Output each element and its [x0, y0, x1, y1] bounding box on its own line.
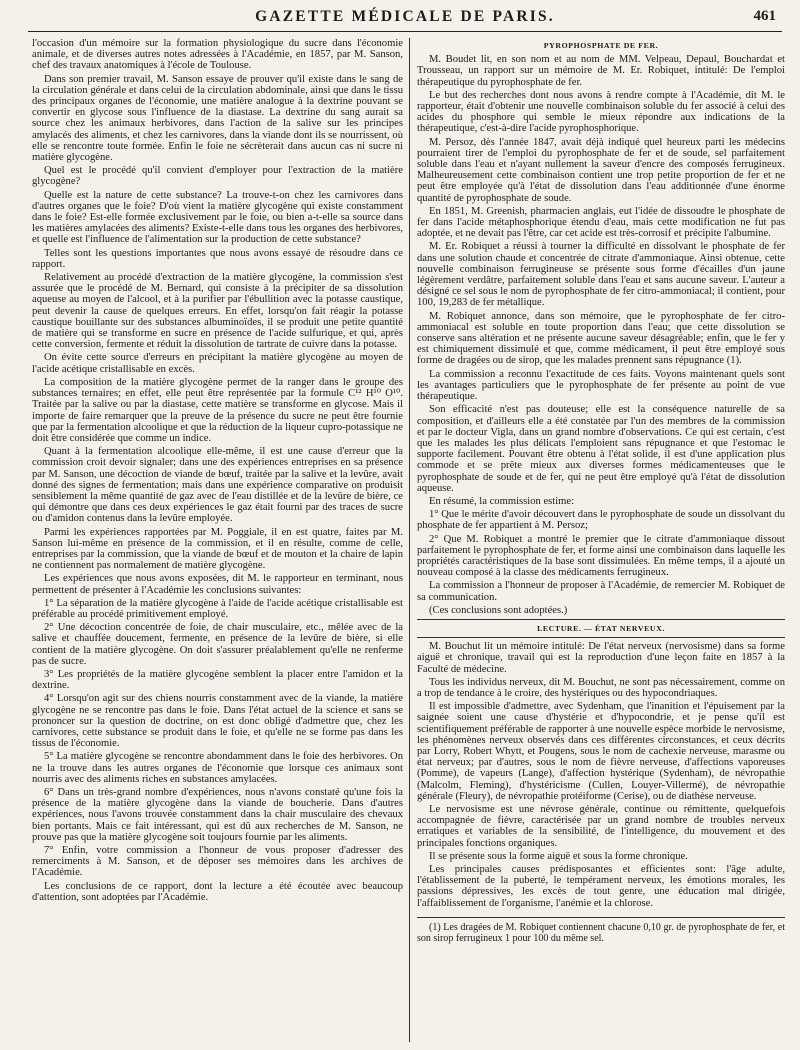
paragraph: Parmi les expériences rapportées par M. Poggiale, il en est quatre, faites par M. Sanson lui-même en présence de la commission, et il en résulte, comme de celle, entreprises par la commission, que la viande de bœuf et de mouton et la chaire de lapin ne contiennent pas normalement de matière glycogène.	[32, 526, 403, 572]
paragraph: La commission a reconnu l'exactitude de ces faits. Voyons maintenant quels sont les avantages particuliers que le pyrophosphate de fer présente au point de vue thérapeutique.	[417, 368, 785, 403]
paragraph: Telles sont les questions importantes que nous avons essayé de résoudre dans ce rapport.	[32, 247, 403, 270]
conclusion-item: 2° Une décoction concentrée de foie, de chair musculaire, etc., mêlée avec de la salive et chauffée doucement, fermente, en présence de la levûre de bière, si elle contient de la matière glycogène. On doit s'assurer préalablement qu'elle ne renferme pas de sucre.	[32, 622, 403, 667]
conclusion-item: 3° Les propriétés de la matière glycogène semblent la placer entre l'amidon et la dextrine.	[32, 668, 403, 692]
header-rule	[28, 31, 782, 32]
paragraph: En 1851, M. Greenish, pharmacien anglais, eut l'idée de dissoudre le phosphate de fer dans l'acide métaphosphorique étendu d'eau, mais cette modification ne fut pas adoptée, et ne devait pas l'être, car cet acide est très-corrosif et précipite l'albumine.	[417, 205, 785, 240]
conclusion-item: 7° Enfin, votre commission a l'honneur de vous proposer d'adresser des remerciments à M. Sanson, et de déposer ses mémoires dans les archives de l'Académie.	[32, 845, 403, 879]
page-header	[28, 6, 782, 28]
paragraph: Il se présente sous la forme aiguë et sous la forme chronique.	[429, 850, 688, 862]
footnote: (1) Les dragées de M. Robiquet contiennent chacune 0,10 gr. de pyrophosphate de fer, et son sirop ferrugineux 1 pour 100 du même sel.	[417, 921, 785, 944]
section-intro: M. Boudet lit, en son nom et au nom de MM. Velpeau, Depaul, Bouchardat et Trousseau, un rapport sur un mémoire de M. Er. Robiquet, intitulé: De l'emploi thérapeutique du pyrophosphate de fer.	[417, 54, 785, 88]
paragraph: Tous les individus nerveux, dit M. Bouchut, ne sont pas nécessairement, comme on a trop de tendance à le croire, des hystériques ou des hypocondriaques.	[417, 676, 785, 699]
section-heading: PYROPHOSPHATE DE FER.	[543, 41, 659, 50]
closing-note: (Ces conclusions sont adoptées.)	[429, 604, 568, 616]
section-intro: M. Bouchut lit un mémoire intitulé: De l'état nerveux (nervosisme) dans sa forme aiguë et chronique, travail qui est la reproduction d'une leçon faite en 1857 à la Faculté de médecine.	[417, 641, 785, 675]
paragraph: Quel est le procédé qu'il convient d'employer pour l'extraction de la matière glycogène?	[32, 165, 403, 188]
paragraph: Les conclusions de ce rapport, dont la lecture a été écoutée avec beaucoup d'attention, sont adoptées par l'Académie.	[32, 880, 403, 903]
paragraph: Le but des recherches dont nous avons à rendre compte à l'Académie, dit M. le rapporteur, était d'obtenir une nouvelle combinaison soluble du fer associé à celui des acides du phosphore qui semble le mieux répondre aux indications de la thérapeutique, c'est-à-dire l'acide pyrophosphorique.	[417, 89, 785, 135]
paragraph: M. Er. Robiquet a réussi à tourner la difficulté en dissolvant le phosphate de fer dans une solution chaude et concentrée de citrate d'ammoniaque. Ainsi obtenue, cette nouvelle combinaison ferrugineuse se présente sous forme d'écailles d'un jaune légèrement verdâtre, parfaitement soluble dans l'eau et sans aucune saveur. L'auteur a désigné ce sel sous le nom de pyrophosphate de fer citro-ammoniacal; il contient, pour 100, 19,283 de fer métallique.	[417, 241, 785, 309]
paragraph: M. Robiquet annonce, dans son mémoire, que le pyrophosphate de fer citro-ammoniacal est soluble en toute proportion dans l'eau; que cette dissolution se conserve sans altération et ne présente aucune saveur désagréable; enfin, que le fer y est chimiquement dissimulé et que, comme médicament, il peut être employé sous forme de dragées ou de sirop, que les malades prennent sans répugnance (1).	[417, 310, 785, 367]
paragraph: Son efficacité n'est pas douteuse; elle est la conséquence naturelle de sa composition, et d'ailleurs elle a été constatée par l'un des membres de la commission et par le docteur Vigla, dans un grand nombre d'observations. Ce qui est certain, c'est que les malades les plus délicats l'emploient sans répugnance et que l'estomac le supporte facilement. Pouvant être obtenu à l'état solide, il est d'une application plus commode et se prête mieux aux diverses formes médicamenteuses que le pyrophosphate de soude et de fer, qui ne peut être employé qu'à l'état de dissolution aqueuse.	[417, 404, 785, 494]
conclusion-item: 2° Que M. Robiquet a montré le premier que le citrate d'ammoniaque dissout parfaitement le pyrophosphate de fer, et forme ainsi une combinaison dans laquelle les propriétés caractéristiques de la base sont dissimulées. En même temps, il a ajouté un nouveau composé à la classe des médicaments ferrugineux.	[417, 533, 785, 579]
paragraph: La commission a l'honneur de proposer à l'Académie, de remercier M. Robiquet de sa communication.	[417, 580, 785, 603]
conclusion-item: 1° Que le mérite d'avoir découvert dans le pyrophosphate de soude un dissolvant du phosphate de fer appartient à M. Persoz;	[417, 509, 785, 532]
paragraph: Quelle est la nature de cette substance? La trouve-t-on chez les carnivores dans d'autres organes que le foie? D'où vient la matière glycogène qui existe constamment dans le foie? Est-elle formée exclusivement par le foie, ou bien a-t-elle sa source dans les matières amylacées des aliments? Existe-t-elle dans tous les organes des herbivores, et quelle est l'influence de l'alimentation sur la production de cette substance?	[32, 189, 403, 246]
section-rule	[417, 637, 785, 638]
conclusion-item: 4° Lorsqu'on agit sur des chiens nourris constamment avec de la viande, la matière glycogène ne se rencontre pas dans le foie. Dans l'état actuel de la science et sans se prononcer sur la question de doctrine, on est donc obligé d'admettre que, chez les carnivores, cette substance se produit dans le foie, et qu'elle ne se forme pas dans les tissus de l'économie.	[32, 693, 403, 750]
paragraph: En résumé, la commission estime:	[429, 495, 575, 507]
section-heading: LECTURE. — ÉTAT NERVEUX.	[537, 623, 665, 633]
paragraph: On évite cette source d'erreurs en précipitant la matière glycogène au moyen de l'acide acétique cristallisable en excès.	[32, 352, 403, 375]
conclusion-item: 1° La séparation de la matière glycogène à l'aide de l'acide acétique cristallisable est préférable au procédé primitivement employé.	[32, 597, 403, 620]
paragraph: Les principales causes prédisposantes et efficientes sont: l'âge adulte, l'établissement de la puberté, le tempérament nerveux, les émotions morales, les passions dépressives, les excès de tout genre, une éducation mal dirigée, l'affaiblissement de l'organisme, l'anémie et la chlorose.	[417, 864, 785, 909]
footnote-rule	[417, 917, 785, 918]
paragraph: l'occasion d'un mémoire sur la formation physiologique du sucre dans l'économie animale, et de diverses autres notes adressées à l'Académie, en 1857, par M. Sanson, chef des travaux anatomiques à l'école de Toulouse.	[32, 38, 403, 72]
paragraph: Le nervosisme est une névrose générale, continue ou rémittente, quelquefois accompagnée de fièvre, caractérisée par un grand nombre de troubles nerveux erratiques et variables de la sensibilité, de l'intelligence, du mouvement et des principales fonctions organiques.	[417, 804, 785, 849]
conclusion-item: 5° La matière glycogène se rencontre abondamment dans le foie des herbivores. On ne la trouve dans les autres organes de l'économie que lorsque ces animaux sont nourris avec des aliments riches en substances amylacées.	[32, 751, 403, 785]
section-rule	[417, 619, 785, 620]
journal-title: GAZETTE MÉDICALE DE PARIS.	[255, 8, 555, 25]
paragraph: Relativement au procédé d'extraction de la matière glycogène, la commission s'est assurée que le procédé de M. Bernard, qui consiste à la précipiter de sa dissolution aqueuse au moyen de l'alcool, et à la purifier par l'ébullition avec la potasse caustique, peut devenir la cause de quelques erreurs. En effet, lorsqu'on fait réagir la potasse caustique bouillante sur des substances albuminoïdes, il se produit une petite quantité de matière qui se transforme en sucre en présence de l'acide sulfurique, et qui, après cette conversion, fermente et réduit la dissolution de tartrate de cuivre dans la potasse.	[32, 272, 403, 351]
paragraph: Dans son premier travail, M. Sanson essaye de prouver qu'il existe dans le sang de la circulation générale et dans celui de la circulation abdominale, ainsi que dans le tissu des principaux organes de l'économie, une matière analogue à la dextrine pouvant se convertir en glycose sous l'influence de la diastase. La dextrine du sang aurait sa source chez les animaux herbivores, dans l'action de la salive sur les principes amylacés des aliments, et chez les carnivores, dans la viande dont ils se nourrissent, où elle se rencontre toute formée. Enfin le foie ne sécrèterait dans aucun cas ni sucre ni matière glycogène.	[32, 73, 403, 164]
column-divider	[409, 38, 410, 1042]
page-number: 461	[753, 8, 776, 24]
paragraph: Quant à la fermentation alcoolique elle-même, il est une cause d'erreur que la commission croit devoir signaler; dans une des expériences entreprises en sa présence par M. Sanson, une décoction de viande de bœuf, traitée par la salive et la levûre, avait donné des signes de fermentation; mais dans une expérience comparative on produisit sensiblement la même quantité de gaz avec de l'eau distillée et de la levûre de bière, ce qui démontre que dans ces deux expériences le gaz était fourni par des traces de sucre ou d'amidon contenus dans la levûre employée.	[32, 446, 403, 525]
paragraph: M. Persoz, dès l'année 1847, avait déjà indiqué quel heureux parti les médecins pourraient tirer de l'emploi du pyrophosphate de fer et de soude, sel parfaitement soluble dans l'eau et n'ayant nullement la saveur d'encre des composés ferrugineux. Malheureusement cette combinaison contient une trop petite proportion de fer et ne peut être employée qu'à l'état de dissolution dans l'eau additionnée d'une énorme quantité de pyrophosphate de soude.	[417, 136, 785, 204]
left-column	[32, 38, 403, 1044]
paragraph: La composition de la matière glycogène permet de la ranger dans le groupe des substances ternaires; en effet, elle peut être représentée par la formule C¹² H¹⁰ O¹⁰. Traitée par la salive ou par la diastase, cette matière se transforme en glycose. Mais il importe de faire remarquer que la preuve de la présence du sucre ne peut être fournie que par la fermentation alcoolique et que la réduction de la liqueur cupro-potassique ne doit être considérée que comme un indice.	[32, 376, 403, 444]
right-column	[417, 38, 785, 1044]
paragraph: Il est impossible d'admettre, avec Sydenham, que l'inanition et l'épuisement par la saignée soient une cause d'hystérie et d'hypocondrie, et je pense qu'il est scientifiquement préférable de rapporter à une nouvelle espèce morbide le nervosisme, les phénomènes nerveux observés dans ces différentes circonstances, et ceux décrits par Lorry, Robert Whytt, et Pougens, sous le nom de cachexie nerveuse, marasme ou état nerveux; par d'autres, sous le nom de fièvre nerveuse, d'affections vaporeuses (Pomme), de vapeurs (Lange), d'affection hystérique (Sydenham), de névropathie (Malcolm, Fleming), d'hystéricisme (Cullen, Louyer-Villermé), de névropathie générale (Fleury), de névropathie protéiforme (Cerise), ou de diathèse nerveuse.	[417, 701, 785, 802]
conclusion-item: 6° Dans un très-grand nombre d'expériences, nous n'avons constaté qu'une fois la présence de la matière glycogène dans la viande de boucherie. Dans d'autres expériences, nous l'avons trouvée constamment dans la chair musculaire des chevaux bien portants. Mais ce fait intéressant, qui est dû aux recherches de M. Sanson, ne prouve pas que la matière glycogène soit toujours fournie par les aliments.	[32, 787, 403, 843]
paragraph: Les expériences que nous avons exposées, dit M. le rapporteur en terminant, nous permettent de présenter à l'Académie les conclusions suivantes:	[32, 573, 403, 596]
